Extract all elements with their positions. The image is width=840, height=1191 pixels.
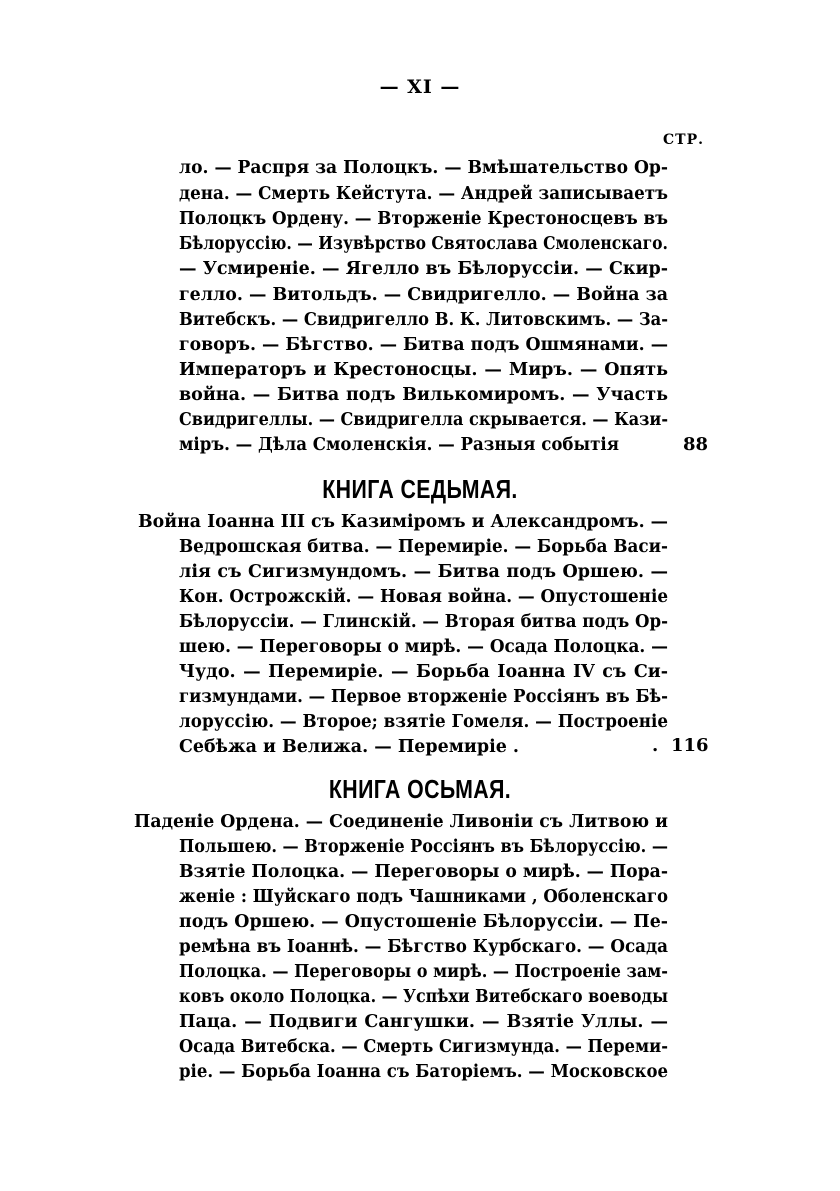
toc-line: Полоцка. — Переговоры о мирѣ. — Построеніе зам- — [179, 962, 668, 982]
toc-line: война. — Битва подъ Вилькомиромъ. — Участь — [179, 385, 668, 405]
column-label-pages: СТР. — [663, 132, 704, 148]
toc-leader-dot: . — [652, 735, 659, 756]
toc-line: гелло. — Витольдъ. — Свидригелло. — Война за — [179, 285, 668, 305]
toc-line: гизмундами. — Первое вторженіе Россіянъ въ Бѣ- — [179, 687, 668, 707]
toc-line: Императоръ и Крестоносцы. — Миръ. — Опять — [179, 360, 668, 380]
chapter-heading-book-eight: КНИГА ОСЬМАЯ. — [328, 774, 512, 804]
toc-line: Ведрошская битва. — Перемиріе. — Борьба Васи- — [179, 537, 668, 557]
toc-line: ріе. — Борьба Іоанна съ Баторіемъ. — Московское — [179, 1062, 668, 1082]
toc-page-ref: 88 — [683, 434, 709, 455]
toc-line-last: міръ. — Дѣла Смоленскія. — Разныя событія — [179, 435, 619, 455]
toc-line: ремѣна въ Іоаннѣ. — Бѣгство Курбскаго. — Осада — [179, 937, 668, 957]
toc-line: Паца. — Подвиги Сангушки. — Взятіе Уллы. — — [179, 1012, 668, 1032]
toc-line: Полоцкъ Ордену. — Вторженіе Крестоносцевъ въ — [179, 209, 668, 229]
toc-line: Витебскъ. — Свидригелло В. К. Литовскимъ. — За- — [179, 310, 668, 330]
toc-line-last: Себѣжа и Велижа. — Перемиріе . — [179, 737, 519, 757]
toc-line: Бѣлоруссіи. — Глинскій. — Вторая битва подъ Ор- — [179, 612, 668, 632]
toc-line: лія съ Сигизмундомъ. — Битва подъ Оршею. — — [179, 562, 668, 582]
toc-line: женіе : Шуйскаго подъ Чашниками , Оболенскаго — [179, 887, 668, 907]
toc-line: подъ Оршею. — Опустошеніе Бѣлоруссіи. — Пе- — [179, 912, 668, 932]
page-number: — XI — — [379, 76, 461, 98]
toc-line: Свидригеллы. — Свидригелла скрывается. — Кази- — [179, 410, 668, 430]
toc-line: шею. — Переговоры о мирѣ. — Осада Полоцка. — — [179, 637, 668, 657]
toc-line: лоруссію. — Второе; взятіе Гомеля. — Построеніе — [179, 712, 668, 732]
toc-line: Взятіе Полоцка. — Переговоры о мирѣ. — Пора- — [179, 862, 668, 882]
toc-page-ref: 116 — [671, 735, 709, 756]
toc-line: говоръ. — Бѣгство. — Битва подъ Ошмянами. — — [179, 335, 668, 355]
toc-line: Бѣлоруссію. — Изувѣрство Святослава Смоленскаго. — [179, 234, 668, 254]
chapter-heading-book-seven: КНИГА СЕДЬМАЯ. — [322, 474, 518, 504]
toc-line: Война Іоанна III съ Казиміромъ и Александромъ. — — [138, 512, 668, 532]
toc-line: Осада Витебска. — Смерть Сигизмунда. — Переми- — [179, 1037, 668, 1057]
toc-line: ковъ около Полоцка. — Успѣхи Витебскаго воеводы — [179, 987, 668, 1007]
toc-line: Кон. Острожскій. — Новая война. — Опустошеніе — [179, 587, 668, 607]
toc-line: Паденіе Ордена. — Соединеніе Ливоніи съ Литвою и — [134, 812, 668, 832]
toc-line: Чудо. — Перемиріе. — Борьба Іоанна IV съ Си- — [179, 662, 668, 682]
toc-line: — Усмиреніе. — Ягелло въ Бѣлоруссіи. — Скир- — [179, 259, 668, 279]
toc-line: дена. — Смерть Кейстута. — Андрей записываетъ — [179, 184, 668, 204]
toc-line: ло. — Распря за Полоцкъ. — Вмѣшательство Ор- — [179, 158, 668, 178]
toc-line: Польшею. — Вторженіе Россіянъ въ Бѣлоруссію. — — [179, 837, 668, 857]
